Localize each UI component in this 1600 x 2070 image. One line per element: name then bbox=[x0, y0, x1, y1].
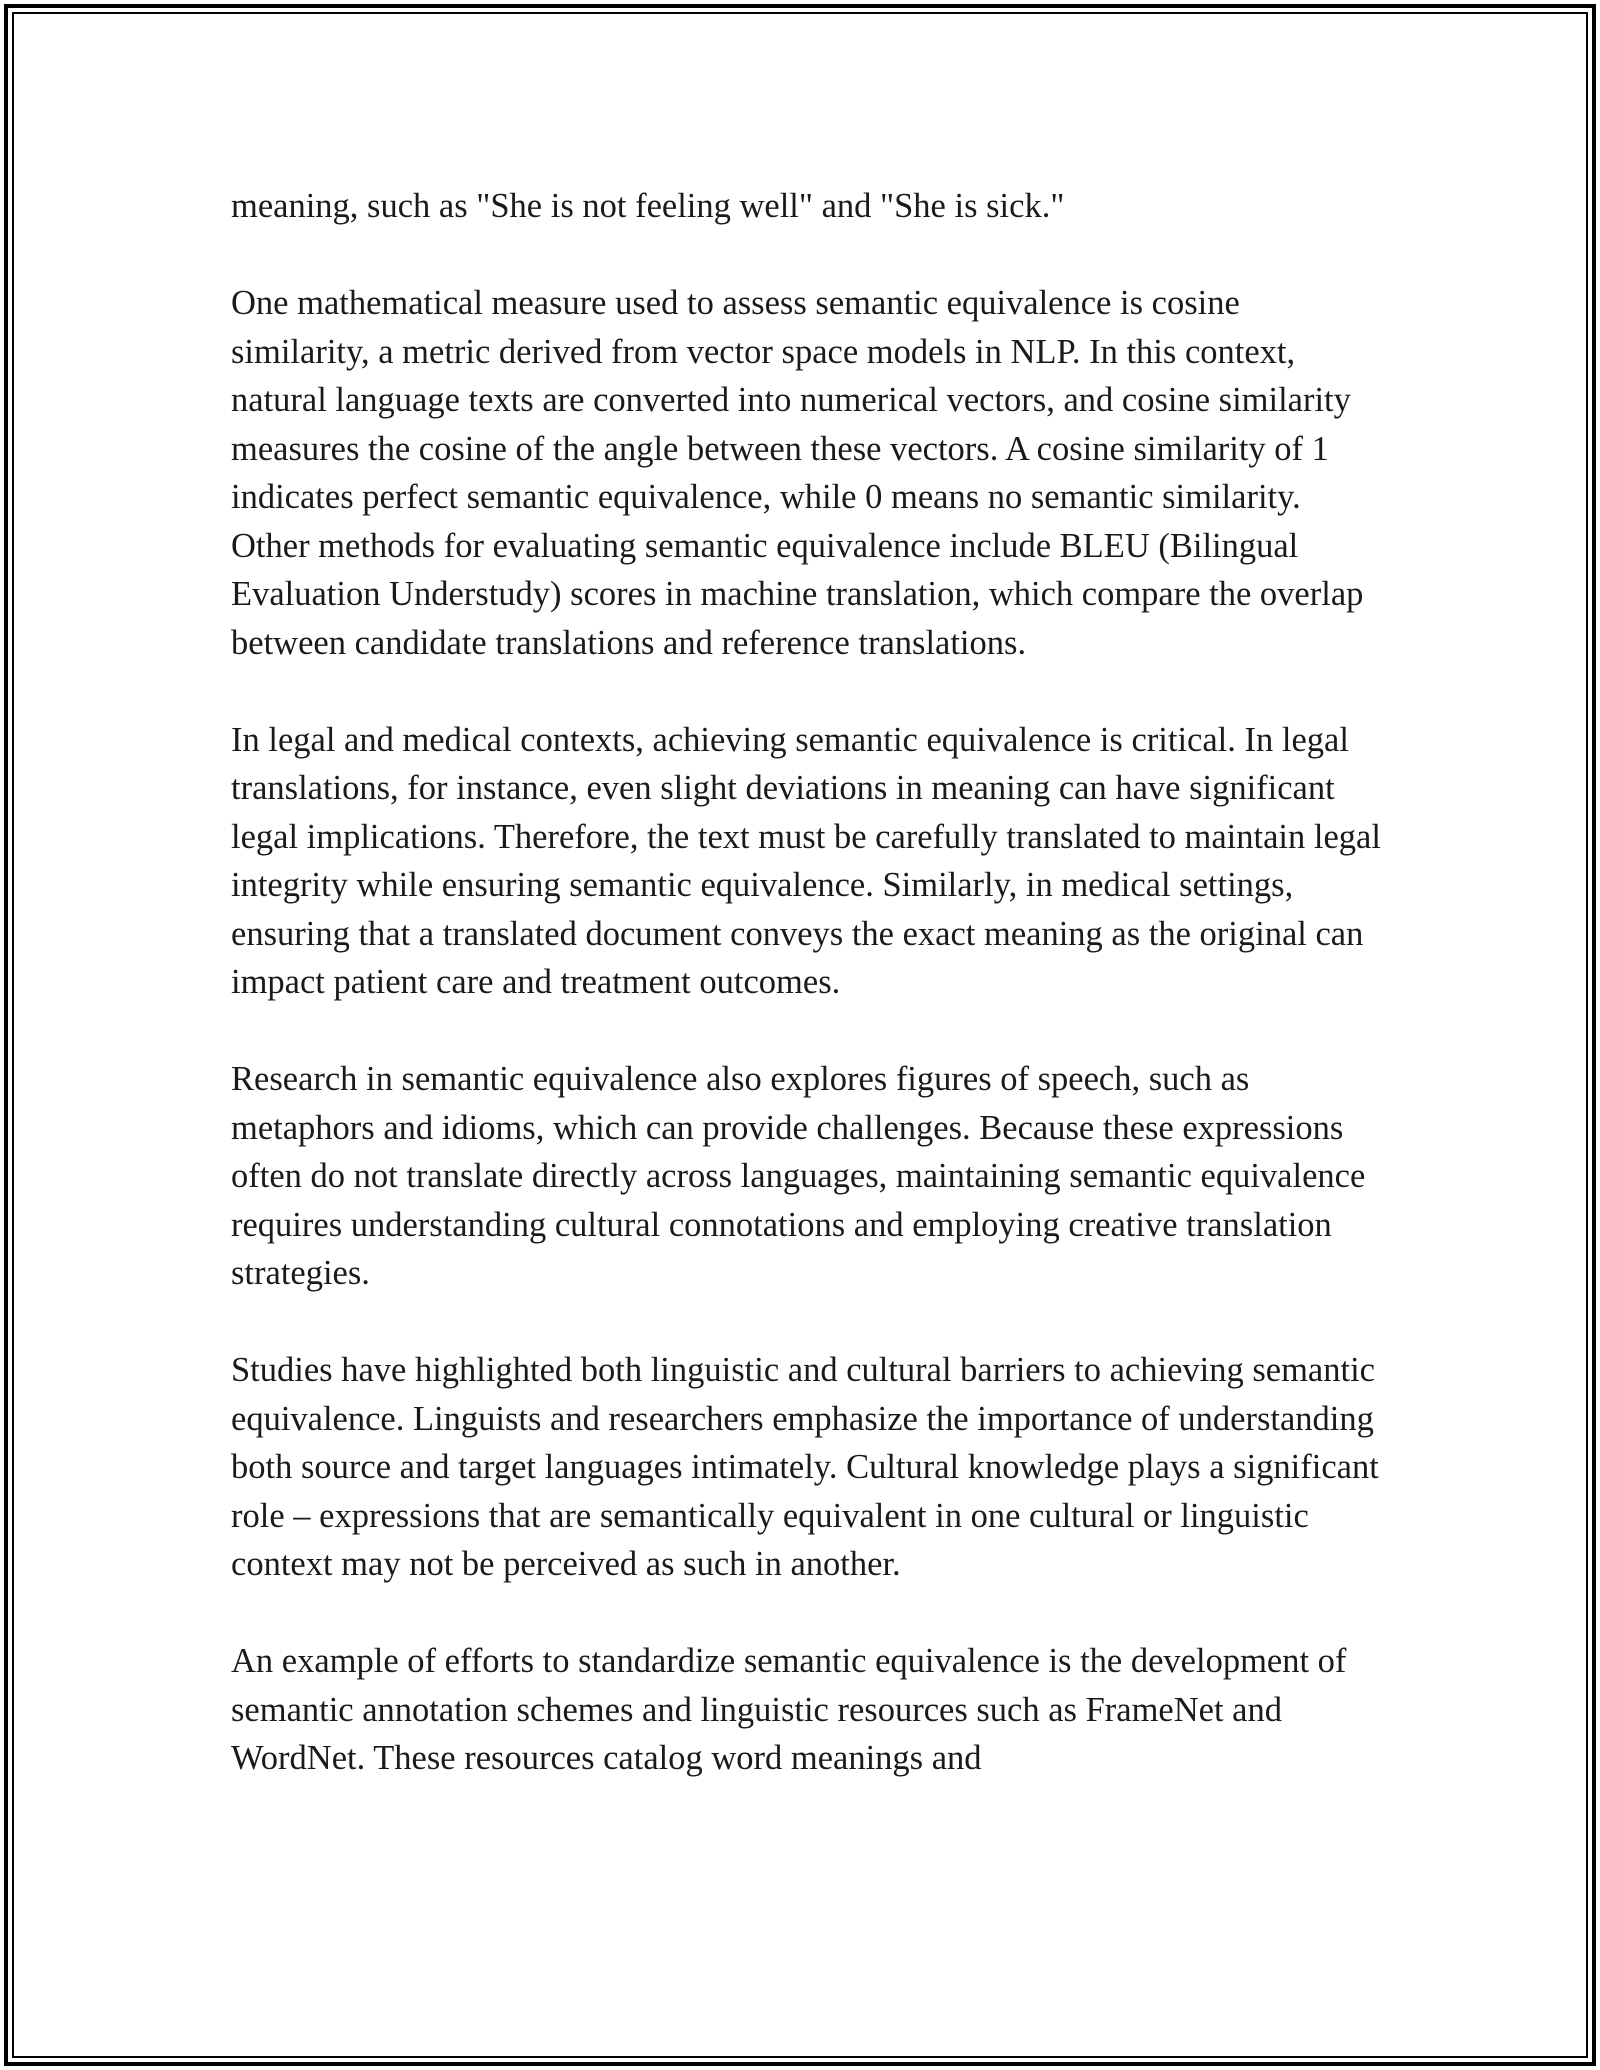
paragraph-standardization: An example of efforts to standardize semantic equivalence is the development of semantic annotation schemes and linguistic resources such as FrameNet and WordNet. These resources catalog word meanings and bbox=[231, 1642, 1347, 1777]
paragraph-figures-of-speech: Research in semantic equivalence also explores figures of speech, such as metaphors and idioms, which can provide challenges. Because these expressions often do not translate directly across languages, maintaining semantic equivalence requires understanding cultural connotations and employing creative translation strategies. bbox=[231, 1060, 1366, 1292]
paragraph-barriers: Studies have highlighted both linguistic and cultural barriers to achieving semantic equivalence. Linguists and researchers emphasize the importance of understanding both source and target languages intimately. Cultural knowledge plays a significant role – expressions that are semantically equivalent in one cultural or linguistic context may not be perceived as such in another. bbox=[231, 1351, 1379, 1583]
document-body bbox=[231, 182, 1381, 1783]
paragraph-cosine-similarity: One mathematical measure used to assess semantic equivalence is cosine similarity, a metric derived from vector space models in NLP. In this context, natural language texts are converted into numerical vectors, and cosine similarity measures the cosine of the angle between these vectors. A cosine similarity of 1 indicates perfect semantic equivalence, while 0 means no semantic similarity. Other methods for evaluating semantic equivalence include BLEU (Bilingual Evaluation Understudy) scores in machine translation, which compare the overlap between candidate translations and reference translations. bbox=[231, 284, 1364, 662]
paragraph-legal-medical: In legal and medical contexts, achieving semantic equivalence is critical. In legal translations, for instance, even slight deviations in meaning can have significant legal implications. Therefore, the text must be carefully translated to maintain legal integrity while ensuring semantic equivalence. Similarly, in medical settings, ensuring that a translated document conveys the exact meaning as the original can impact patient care and treatment outcomes. bbox=[231, 720, 1381, 1001]
paragraph-continuation: meaning, such as "She is not feeling well" and "She is sick." bbox=[231, 187, 1065, 225]
